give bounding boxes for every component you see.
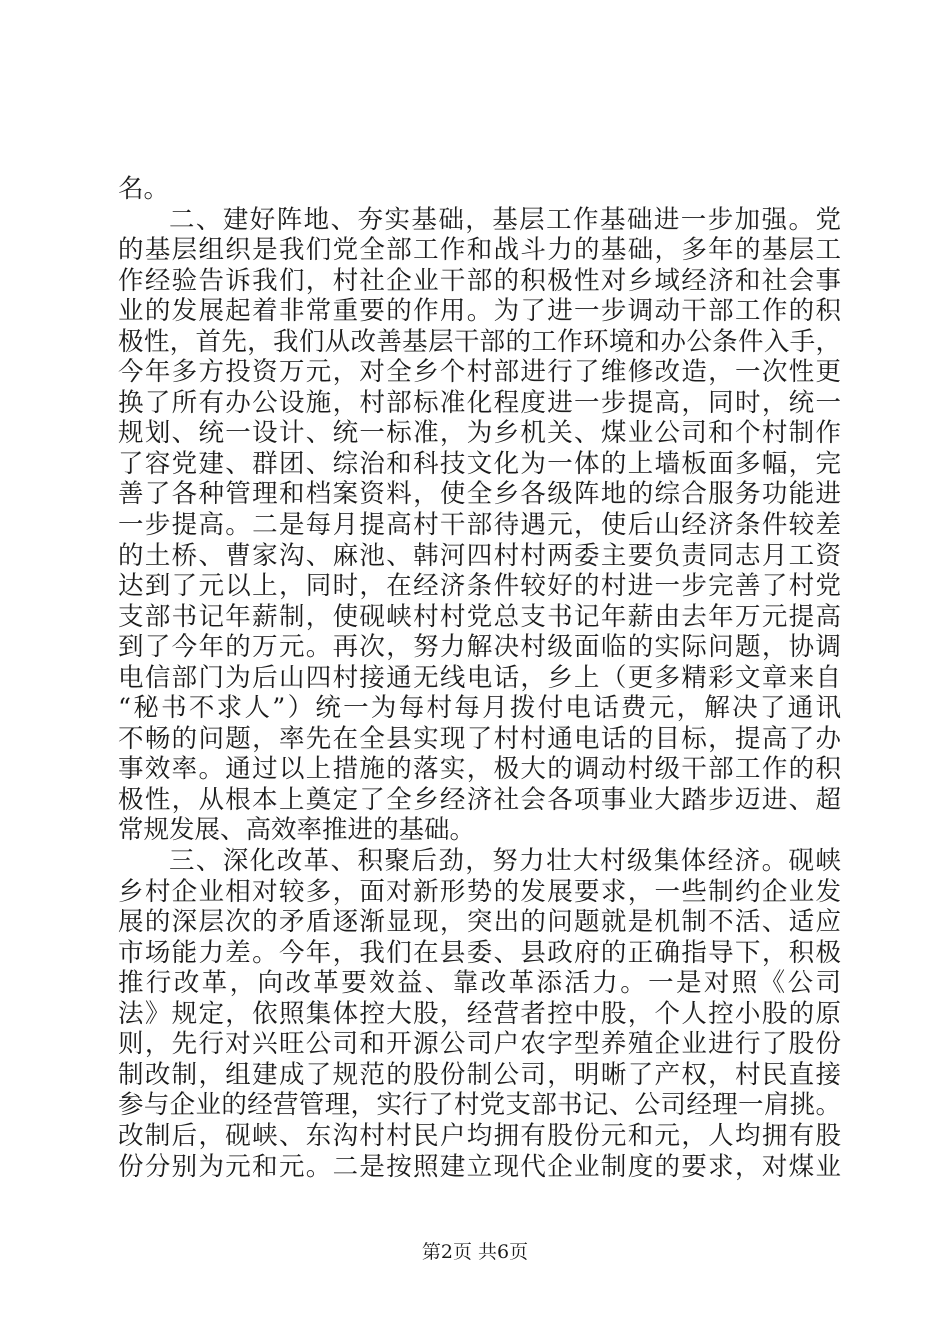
- text-line: 不畅的问题，率先在全县实现了村村通电话的目标，提高了办: [118, 723, 841, 754]
- text-line: 作经验告诉我们，村社企业干部的积极性对乡域经济和社会事: [118, 265, 841, 296]
- text-line: 名。: [118, 174, 170, 204]
- text-line: 改制后，砚峡、东沟村村民户均拥有股份元和元，人均拥有股: [118, 1120, 841, 1151]
- text-line: 常规发展、高效率推进的基础。: [118, 815, 476, 846]
- text-line: 善了各种管理和档案资料，使全乡各级阵地的综合服务功能进: [118, 479, 841, 510]
- text-line: 换了所有办公设施，村部标准化程度进一步提高，同时，统一: [118, 387, 841, 418]
- text-line: 今年多方投资万元，对全乡个村部进行了维修改造，一次性更: [118, 357, 841, 388]
- text-line: 支部书记年薪制，使砚峡村村党总支书记年薪由去年万元提高: [118, 601, 841, 632]
- text-line: 一步提高。二是每月提高村干部待遇元，使后山经济条件较差: [118, 510, 841, 541]
- text-line: 事效率。通过以上措施的落实，极大的调动村级干部工作的积: [118, 754, 841, 785]
- text-line: 业的发展起着非常重要的作用。为了进一步调动干部工作的积: [118, 296, 841, 327]
- text-line: 展的深层次的矛盾逐渐显现，突出的问题就是机制不活、适应: [118, 907, 841, 938]
- text-line: 则，先行对兴旺公司和开源公司户农字型养殖企业进行了股份: [118, 1029, 841, 1060]
- text-line: 极性，首先，我们从改善基层干部的工作环境和办公条件入手，: [118, 326, 841, 357]
- text-line: 制改制，组建成了规范的股份制公司，明晰了产权，村民直接: [118, 1059, 841, 1090]
- page-number-label: 第2页 共6页: [421, 1241, 529, 1263]
- text-line: 参与企业的经营管理，实行了村党支部书记、公司经理一肩挑。: [118, 1090, 841, 1121]
- text-line: 到了今年的万元。再次，努力解决村级面临的实际问题，协调: [118, 632, 841, 663]
- text-line: 三、深化改革、积聚后劲，努力壮大村级集体经济。砚峡: [169, 846, 841, 877]
- document-lines: [118, 174, 841, 1182]
- text-line: 乡村企业相对较多，面对新形势的发展要求，一些制约企业发: [118, 876, 841, 907]
- text-line: 二、建好阵地、夯实基础，基层工作基础进一步加强。党: [169, 204, 841, 235]
- text-line: 法》规定，依照集体控大股，经营者控中股，个人控小股的原: [118, 998, 841, 1029]
- text-line: 电信部门为后山四村接通无线电话，乡上（更多精彩文章来自: [118, 662, 841, 693]
- text-line: 份分别为元和元。二是按照建立现代企业制度的要求，对煤业: [118, 1151, 841, 1182]
- text-line: 的土桥、曹家沟、麻池、韩河四村村两委主要负责同志月工资: [118, 540, 841, 571]
- text-line: 推行改革，向改革要效益、靠改革添活力。一是对照《公司: [118, 968, 841, 999]
- text-line: 达到了元以上，同时，在经济条件较好的村进一步完善了村党: [118, 571, 841, 602]
- page-footer: [0, 1240, 950, 1264]
- text-line: 了容党建、群团、综治和科技文化为一体的上墙板面多幅，完: [118, 448, 841, 479]
- text-line: 规划、统一设计、统一标准，为乡机关、煤业公司和个村制作: [118, 418, 841, 449]
- text-line: 市场能力差。今年，我们在县委、县政府的正确指导下，积极: [118, 937, 841, 968]
- text-line: 的基层组织是我们党全部工作和战斗力的基础，多年的基层工: [118, 235, 841, 266]
- text-line: “秘书不求人”）统一为每村每月拨付电话费元，解决了通讯: [118, 693, 841, 724]
- text-line: 极性，从根本上奠定了全乡经济社会各项事业大踏步迈进、超: [118, 784, 841, 815]
